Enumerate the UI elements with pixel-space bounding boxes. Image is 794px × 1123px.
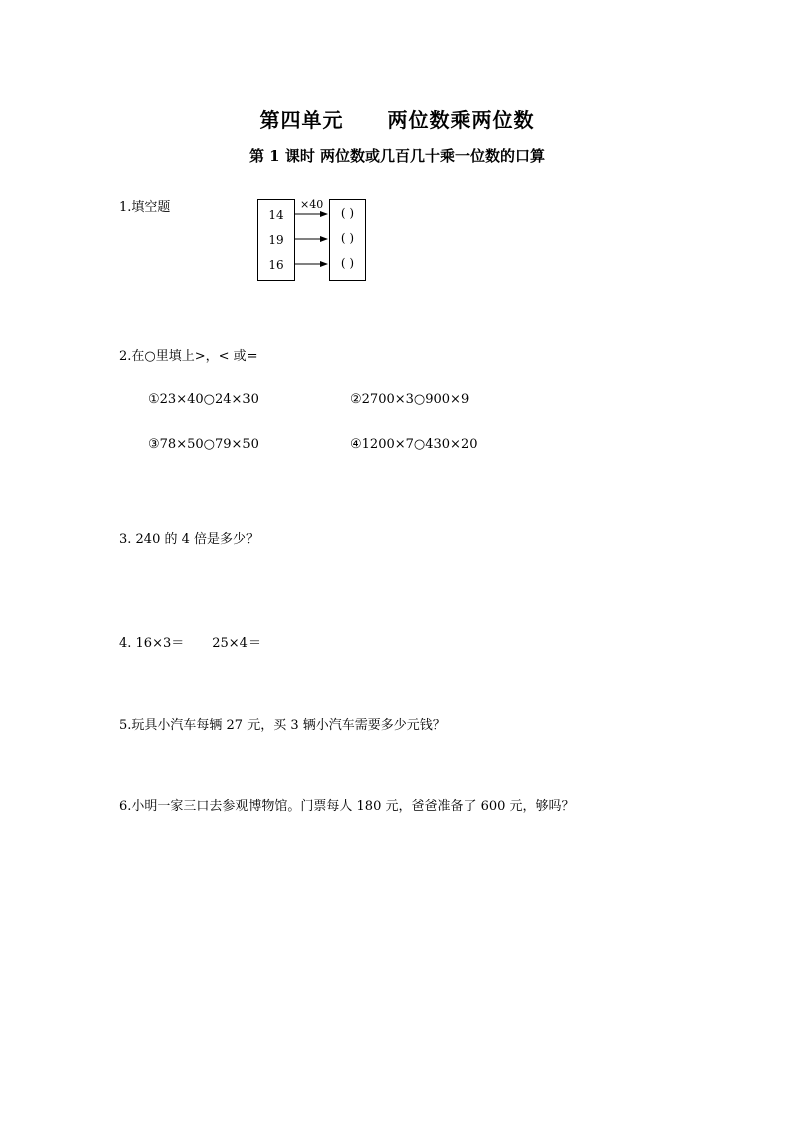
question-1-label: 1.填空题 [119,200,171,215]
compare-item: ③78×50○79×50 [148,437,259,452]
compare-item: ④1200×7○430×20 [350,437,478,452]
compare-item: ②2700×3○900×9 [350,392,470,407]
unit-topic: 两位数乘两位数 [387,108,535,132]
unit-label: 第四单元 [259,108,344,132]
multiplier-label: ×40 [300,198,324,211]
question-4-part1: 4. 16×3＝ [119,636,185,651]
answer-blank[interactable]: ( ) [340,206,355,220]
question-4-label [119,632,261,651]
question-2-label: 2.在○里填上>，< 或= [119,349,258,364]
question-6-label: 6.小明一家三口去参观博物馆。门票每人 180 元，爸爸准备了 600 元，够吗？ [119,799,575,814]
compare-item: ①23×40○24×30 [148,392,259,407]
question-5-label: 5.玩具小汽车每辆 27 元，买 3 辆小汽车需要多少元钱？ [119,718,446,733]
input-number: 19 [268,233,284,247]
answer-blank[interactable]: ( ) [340,256,355,270]
input-number: 14 [268,208,284,222]
lesson-subtitle: 第 1 课时 两位数或几百几十乘一位数的口算 [248,147,546,165]
question-4-part2: 25×4＝ [212,636,261,651]
question-3-label: 3. 240 的 4 倍是多少？ [119,532,260,547]
input-number: 16 [268,258,284,272]
answer-blank[interactable]: ( ) [340,231,355,245]
